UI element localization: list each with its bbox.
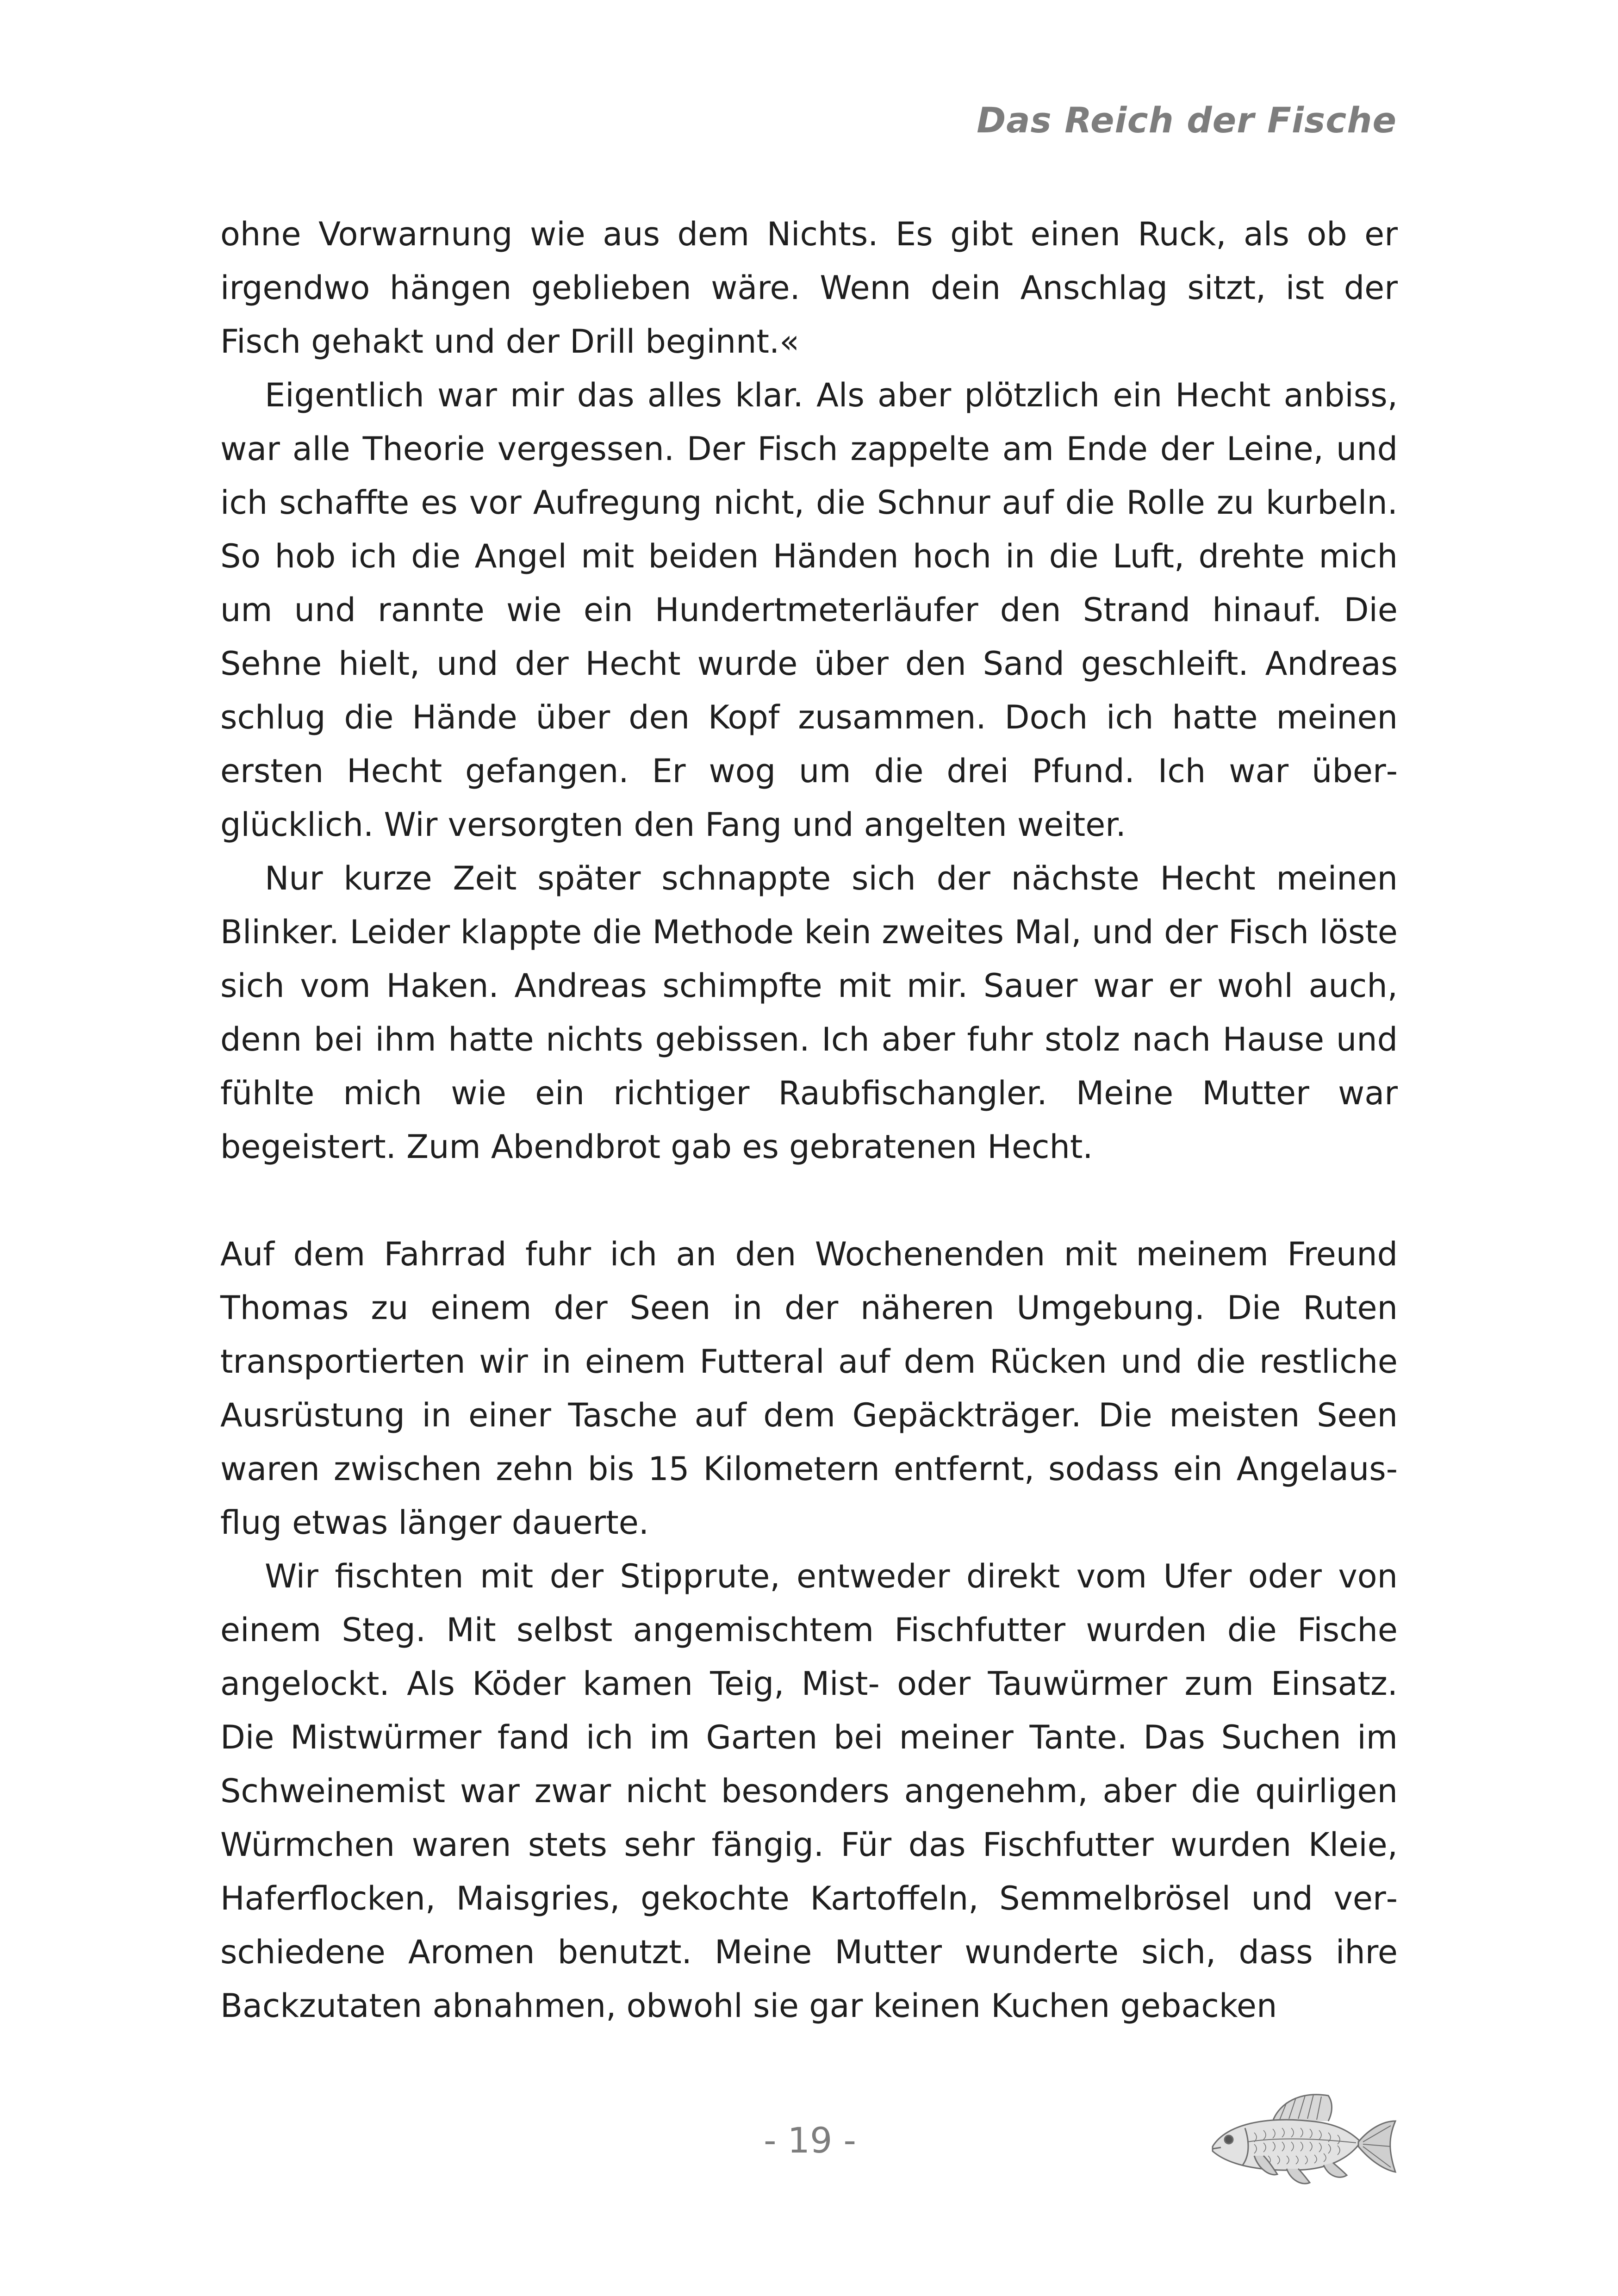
paragraph: Eigentlich war mir das alles klar. Als aber plötzlich ein Hecht anbiss, war alle Theorie vergessen. Der Fisch zappelte am Ende der Leine, und ich schaffte es vor Aufregung nicht, die Schnur auf die Rolle zu kurbeln. So hob ich die Angel mit beiden Händen hoch in die Luft, drehte mich um und rannte wie ein Hundertmeterläufer den Strand hinauf. Die Sehne hielt, und der Hecht wurde über den Sand geschleift. Andreas schlug die Hände über den Kopf zusammen. Doch ich hatte meinen ersten Hecht gefangen. Er wog um die drei Pfund. Ich war überglücklich. Wir versorgten den Fang und angelten weiter. — [220, 376, 1398, 844]
body-text — [220, 207, 1398, 2033]
fish-icon — [1194, 2077, 1402, 2197]
paragraph-section-start: Auf dem Fahrrad fuhr ich an den Wochenenden mit meinem Freund Thomas zu einem der Seen in der näheren Umgebung. Die Ruten transportierten wir in einem Futteral auf dem Rücken und die restliche Ausrüstung in einer Tasche auf dem Gepäckträger. Die meisten Seen waren zwischen zehn bis 15 Kilometern entfernt, sodass ein Angelausflug etwas länger dauerte. — [220, 1235, 1398, 1542]
running-header: Das Reich der Fische — [977, 100, 1397, 141]
paragraph: Wir fischten mit der Stipprute, entweder direkt vom Ufer oder von einem Steg. Mit selbst angemischtem Fischfutter wurden die Fische angelockt. Als Köder kamen Teig, Mist- oder Tauwürmer zum Einsatz. Die Mistwürmer fand ich im Garten bei meiner Tante. Das Suchen im Schweinemist war zwar nicht besonders angenehm, aber die quirligen Würmchen waren stets sehr fängig. Für das Fischfutter wurden Kleie, Haferflocken, Maisgries, gekochte Kartoffeln, Semmelbrösel und verschiedene Aromen benutzt. Meine Mutter wunderte sich, dass ihre Backzutaten abnahmen, obwohl sie gar keinen Kuchen gebacken — [220, 1557, 1398, 2025]
page-number: - 19 - — [764, 2120, 856, 2161]
paragraph-continued: ohne Vorwarnung wie aus dem Nichts. Es gibt einen Ruck, als ob er irgendwo hängen geblieben wäre. Wenn dein Anschlag sitzt, ist der Fisch gehakt und der Drill beginnt.« — [220, 215, 1398, 361]
paragraph: Nur kurze Zeit später schnappte sich der nächste Hecht meinen Blinker. Leider klappte die Methode kein zweites Mal, und der Fisch löste sich vom Haken. Andreas schimpfte mit mir. Sauer war er wohl auch, denn bei ihm hatte nichts gebissen. Ich aber fuhr stolz nach Hause und fühlte mich wie ein richtiger Raubfischangler. Meine Mutter war begeistert. Zum Abendbrot gab es gebratenen Hecht. — [220, 859, 1398, 1166]
